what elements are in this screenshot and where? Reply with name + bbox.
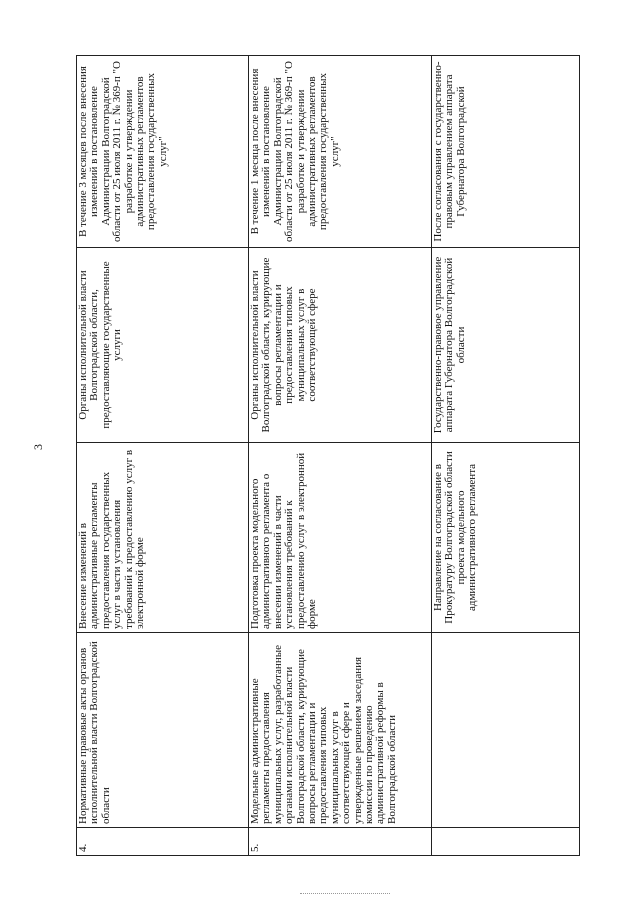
deadline-cell: [432, 56, 580, 248]
document-cell: [249, 633, 432, 828]
document-text: Модельные административные регламенты предоставления муниципальных услуг, разработанные органами исполнительной власти Волгоградской области, курирующие вопросы регламентации и предоставления типовых муниципальных услуг в соответствующей сфере и утвержденные решением заседания комиссии по проведению административной реформы в Волгоградской области: [249, 645, 398, 824]
row-number: 4.: [77, 828, 249, 856]
page-number: 3: [31, 444, 45, 450]
deadline-text: В течение 1 месяца после внесения изменений в постановление Администрации Волгоградской области от 25 июля 2011 г. № 369-п "О разработке и утверждении административных регламентов предоставления государственных услуг": [249, 61, 341, 242]
executor-text: Государственно-правовое управление аппарата Губернатора Волгоградской области: [432, 256, 467, 434]
action-text: Подготовка проекта модельного административного регламента о внесении изменений в части установления требований к предоставлению услуг в электронной форме: [249, 452, 319, 629]
deadline-text: В течение 3 месяцев после внесения изменений в постановление Администрации Волгоградской области от 25 июля 2011 г. № 369-п "О разработке и утверждении административных регламентов предоставления государственных услуг": [77, 61, 169, 242]
executor-cell: [249, 248, 432, 443]
table-row: [432, 56, 580, 856]
scan-artifact: [300, 893, 390, 898]
rotated-table-container: [76, 56, 598, 856]
action-cell: [77, 443, 249, 633]
document-text: Нормативные правовые акты органов исполнительной власти Волгоградской области: [77, 641, 112, 824]
document-cell: [77, 633, 249, 828]
deadline-cell: [77, 56, 249, 248]
document-cell: [432, 633, 580, 828]
executor-cell: [77, 248, 249, 443]
action-text: Направление на согласование в Прокуратуру Волгоградской области проекта модельного административного регламента: [432, 451, 479, 624]
action-cell: [249, 443, 432, 633]
deadline-text: После согласования с государственно-правовым управлением аппарата Губернатора Волгоградской: [432, 61, 467, 242]
table-row: [77, 56, 249, 856]
row-number: 5.: [249, 828, 432, 856]
measures-table: [76, 55, 580, 856]
table-row: [249, 56, 432, 856]
deadline-cell: [249, 56, 432, 248]
executor-text: Органы исполнительной власти Волгоградской области, предоставляющие государственные услуги: [77, 261, 124, 429]
executor-cell: [432, 248, 580, 443]
action-cell: [432, 443, 580, 633]
action-text: Внесение изменений в административные регламенты предоставления государственных услуг в части установления требований к предоставлению услуг в электронной форме: [77, 449, 147, 629]
executor-text: Органы исполнительной власти Волгоградской области, курирующие вопросы регламентации и предоставления типовых муниципальных услуг в соответствующей сфере: [249, 257, 319, 433]
row-number: [432, 828, 580, 856]
